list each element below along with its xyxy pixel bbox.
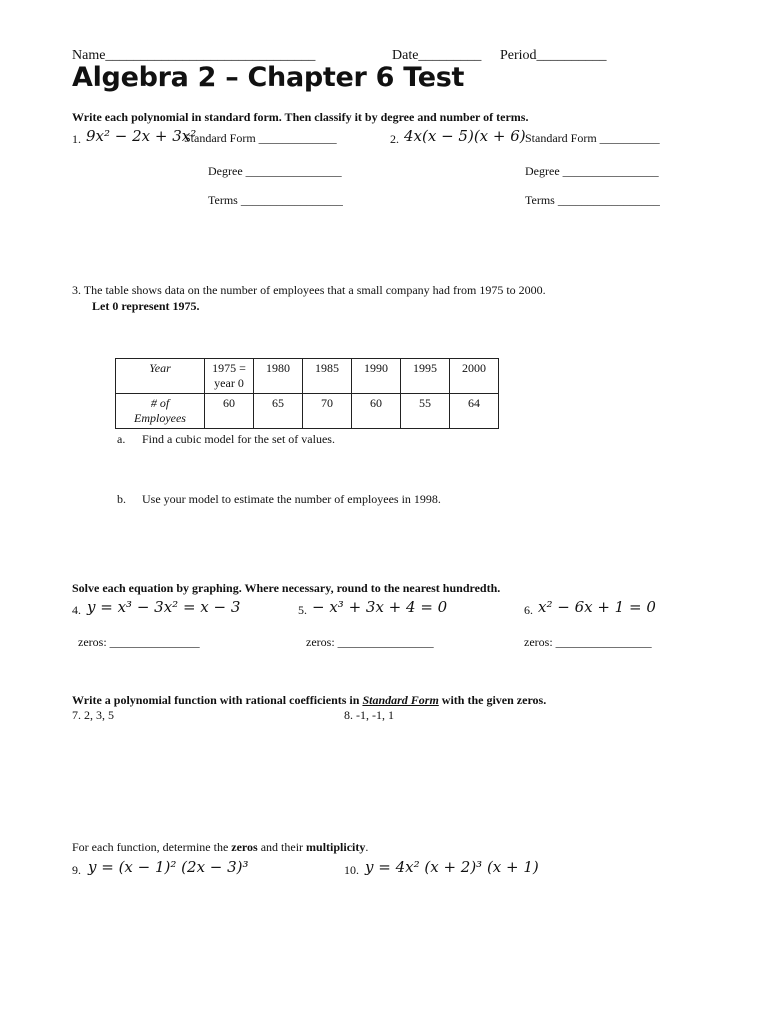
standard-form-emphasis: Standard Form [362,693,439,707]
name-field: Name______________________________ [72,48,316,63]
q3a-label: a. [117,432,126,446]
table-row [116,359,499,394]
table-cell: 60 [352,394,401,429]
section1-instruction: Write each polynomial in standard form. Then classify it by degree and number of terms. [72,110,529,124]
date-field: Date_________ [392,48,482,63]
q1-number: 1. [72,132,81,146]
table-cell: 2000 [450,359,499,394]
q4-zeros: zeros: _______________ [78,635,200,649]
q3b-label: b. [117,492,126,506]
table-cell: 1980 [254,359,303,394]
q5-number: 5. [298,603,307,617]
section3-instruction: Write a polynomial function with rational coefficients in Standard Form with the given zeros. [72,693,547,707]
employee-table [115,358,499,429]
table-cell: 70 [303,394,352,429]
page-title: Algebra 2 – Chapter 6 Test [72,62,465,93]
table-cell: 65 [254,394,303,429]
q3-note: Let 0 represent 1975. [92,299,200,313]
q1-terms: Terms _________________ [208,193,343,207]
q8-text: 8. -1, -1, 1 [344,708,394,722]
q6-expression: x² − 6x + 1 = 0 [538,598,656,616]
table-cell: 55 [401,394,450,429]
table-row [116,394,499,429]
q3b-text: Use your model to estimate the number of employees in 1998. [142,492,441,506]
q5-zeros: zeros: ________________ [306,635,434,649]
q6-number: 6. [524,603,533,617]
q7-text: 7. 2, 3, 5 [72,708,114,722]
table-cell: 1985 [303,359,352,394]
q6-zeros: zeros: ________________ [524,635,652,649]
q9-number: 9. [72,863,81,877]
q4-expression: y = x³ − 3x² = x − 3 [87,598,241,616]
table-cell: 1995 [401,359,450,394]
table-cell: 64 [450,394,499,429]
q1-degree: Degree ________________ [208,164,342,178]
q9-expression: y = (x − 1)² (2x − 3)³ [88,858,249,876]
q4-number: 4. [72,603,81,617]
q2-standard-form: Standard Form __________ [525,131,660,145]
q1-standard-form: Standard Form _____________ [184,131,337,145]
section2-instruction: Solve each equation by graphing. Where necessary, round to the nearest hundredth. [72,581,501,595]
q10-number: 10. [344,863,359,877]
q2-terms: Terms _________________ [525,193,660,207]
q3a-text: Find a cubic model for the set of values. [142,432,335,446]
q2-expression: 4x(x − 5)(x + 6) [404,127,526,145]
q2-degree: Degree ________________ [525,164,659,178]
table-cell: 1990 [352,359,401,394]
table-header-employees: # of Employees [116,394,205,429]
q3-text: 3. The table shows data on the number of employees that a small company had from 1975 to 2000. [72,283,546,297]
q1-expression: 9x² − 2x + 3x² [86,127,197,145]
table-cell: 1975 = year 0 [205,359,254,394]
table-header-year: Year [116,359,205,394]
year-zero-note: year 0 [214,376,244,390]
q10-expression: y = 4x² (x + 2)³ (x + 1) [365,858,539,876]
section4-instruction: For each function, determine the zeros and their multiplicity. [72,840,369,854]
q5-expression: − x³ + 3x + 4 = 0 [312,598,448,616]
table-cell: 60 [205,394,254,429]
q2-number: 2. [390,132,399,146]
period-field: Period__________ [500,48,607,63]
